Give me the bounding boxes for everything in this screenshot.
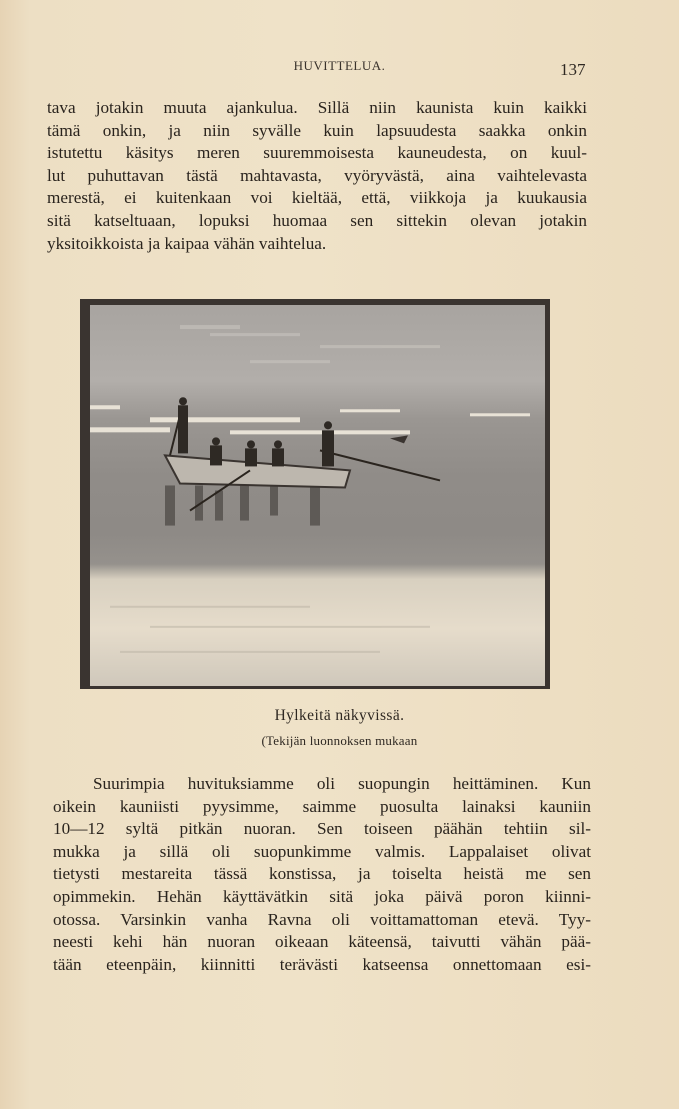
illustration-boat-on-sea xyxy=(80,299,550,689)
paragraph-1 xyxy=(47,97,587,255)
text-line: istutettu käsitys meren suuremmoisesta kauneudesta, on kuul- xyxy=(47,143,587,163)
text-line: 10—12 syltä pitkän nuoran. Sen toiseen päähän tehtiin sil- xyxy=(53,819,591,839)
engraving-image xyxy=(90,305,545,686)
page-number: 137 xyxy=(560,60,586,79)
text-line: opimmekin. Hehän käyttävätkin sitä joka päivä poron kiinni- xyxy=(53,886,591,906)
text-line: Suurimpia huvituksiamme oli suopungin heittäminen. Kun xyxy=(93,774,591,793)
text-line: tään eteenpäin, kiinnitti terävästi katseensa onnettomaan esi- xyxy=(53,954,591,974)
text-line: tietysti mestareita tässä konstissa, ja toiselta heistä me sen xyxy=(53,864,591,884)
figure-credit: (Tekijän luonnoksen mukaan xyxy=(261,733,418,748)
text-line: tava jotakin muuta ajankulua. Sillä niin kaunista kuin kaikki xyxy=(47,98,587,117)
text-line: oikein kauniisti pyysimme, saimme puosulta lainaksi kauniin xyxy=(53,796,591,816)
text-line: lut puhuttavan tästä mahtavasta, vyöryvästä, aina vaihtelevasta xyxy=(47,165,587,185)
paragraph-2 xyxy=(53,773,591,976)
text-line: tämä onkin, ja niin syvälle kuin lapsuudesta saakka onkin xyxy=(47,120,587,140)
running-head: HUVITTELUA. xyxy=(293,58,386,73)
text-line: sitä katseltuaan, lopuksi huomaa sen sittekin olevan jotakin xyxy=(47,210,587,230)
text-line: mukka ja sillä oli suopunkimme valmis. Lappalaiset olivat xyxy=(53,841,591,861)
text-line: merestä, ei kuitenkaan voi kieltää, että, viikkoja ja kuukausia xyxy=(47,188,587,208)
text-line: neesti kehi hän nuoran oikeaan käteensä, taivutti vähän pää- xyxy=(53,932,591,952)
text-line: otossa. Varsinkin vanha Ravna oli voittamattoman etevä. Tyy- xyxy=(53,909,591,929)
text-line: yksitoikkoista ja kaipaa vähän vaihtelua. xyxy=(47,233,327,253)
figure-caption: Hylkeitä näkyvissä. xyxy=(274,707,405,724)
